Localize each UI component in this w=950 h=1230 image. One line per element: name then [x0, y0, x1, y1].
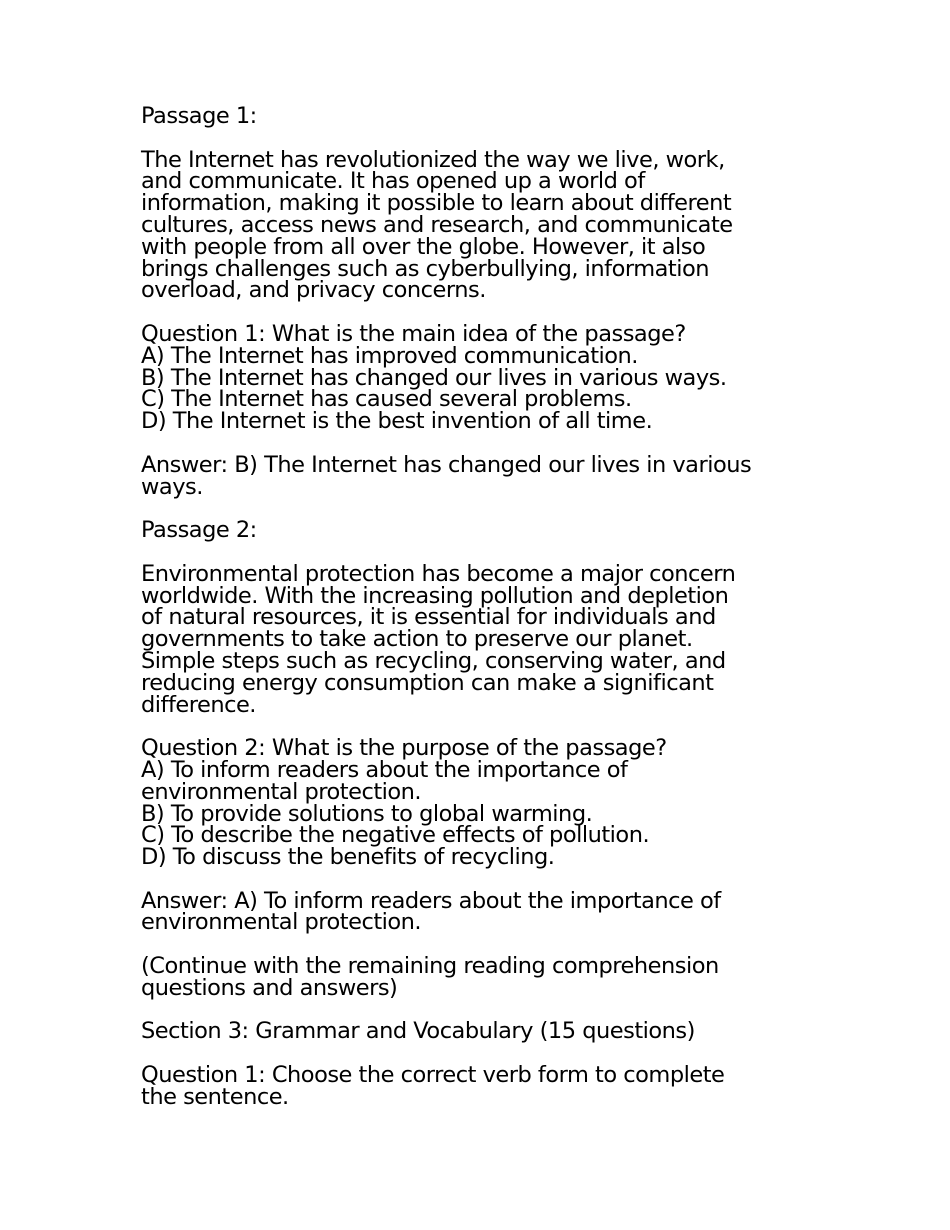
passage-heading: Passage 2: [141, 517, 257, 544]
answer-option: D) To discuss the benefits of recycling. [141, 844, 555, 871]
question-2-answer [141, 887, 811, 936]
continue-note [141, 953, 811, 1001]
passage-2-heading [141, 517, 811, 544]
passage-line: Simple steps such as recycling, conserving water, and [141, 647, 726, 674]
passage-line: Environmental protection has become a major concern [141, 560, 736, 587]
passage-2-text [141, 560, 811, 718]
passage-line: cultures, access news and research, and communicate [141, 211, 733, 238]
question-2-block [141, 735, 811, 871]
section-3-heading [141, 1018, 811, 1045]
document-page [141, 103, 811, 1130]
passage-line: difference. [141, 691, 256, 718]
answer-option: D) The Internet is the best invention of all time. [141, 408, 653, 435]
passage-1-text [141, 146, 811, 304]
answer-option: B) To provide solutions to global warming. [141, 800, 593, 827]
question-prompt: Question 2: What is the purpose of the passage? [141, 735, 667, 762]
note-line: questions and answers) [141, 974, 398, 1001]
question-1-answer [141, 451, 811, 500]
question-prompt: the sentence. [141, 1083, 289, 1110]
question-1-block [141, 320, 811, 435]
answer-line: Answer: B) The Internet has changed our lives in various [141, 451, 752, 478]
passage-line: information, making it possible to learn about different [141, 190, 732, 217]
question-prompt: Question 1: Choose the correct verb form to complete [141, 1062, 725, 1089]
passage-line: brings challenges such as cyberbullying, information [141, 255, 710, 282]
answer-option: A) The Internet has improved communication. [141, 342, 638, 369]
answer-line: ways. [141, 473, 203, 500]
passage-heading: Passage 1: [141, 103, 257, 129]
passage-1-heading [141, 103, 811, 129]
passage-line: overload, and privacy concerns. [141, 277, 486, 304]
answer-line: environmental protection. [141, 909, 422, 936]
answer-option: A) To inform readers about the importance of [141, 756, 628, 783]
answer-option: C) The Internet has caused several problems. [141, 386, 632, 413]
answer-option: B) The Internet has changed our lives in various ways. [141, 364, 727, 391]
passage-line: The Internet has revolutionized the way we live, work, [141, 146, 725, 173]
passage-line: of natural resources, it is essential for individuals and [141, 604, 716, 631]
passage-line: and communicate. It has opened up a world of [141, 168, 645, 195]
passage-line: worldwide. With the increasing pollution and depletion [141, 582, 729, 609]
note-line: (Continue with the remaining reading comprehension [141, 953, 719, 980]
answer-option: environmental protection. [141, 778, 422, 805]
passage-line: governments to take action to preserve our planet. [141, 626, 693, 653]
passage-line: with people from all over the globe. However, it also [141, 233, 706, 260]
question-prompt: Question 1: What is the main idea of the passage? [141, 320, 686, 347]
section-3-question-1 [141, 1062, 811, 1110]
passage-line: reducing energy consumption can make a significant [141, 669, 714, 696]
answer-option: C) To describe the negative effects of pollution. [141, 822, 650, 849]
answer-line: Answer: A) To inform readers about the importance of [141, 887, 721, 914]
section-heading: Section 3: Grammar and Vocabulary (15 questions) [141, 1018, 695, 1045]
